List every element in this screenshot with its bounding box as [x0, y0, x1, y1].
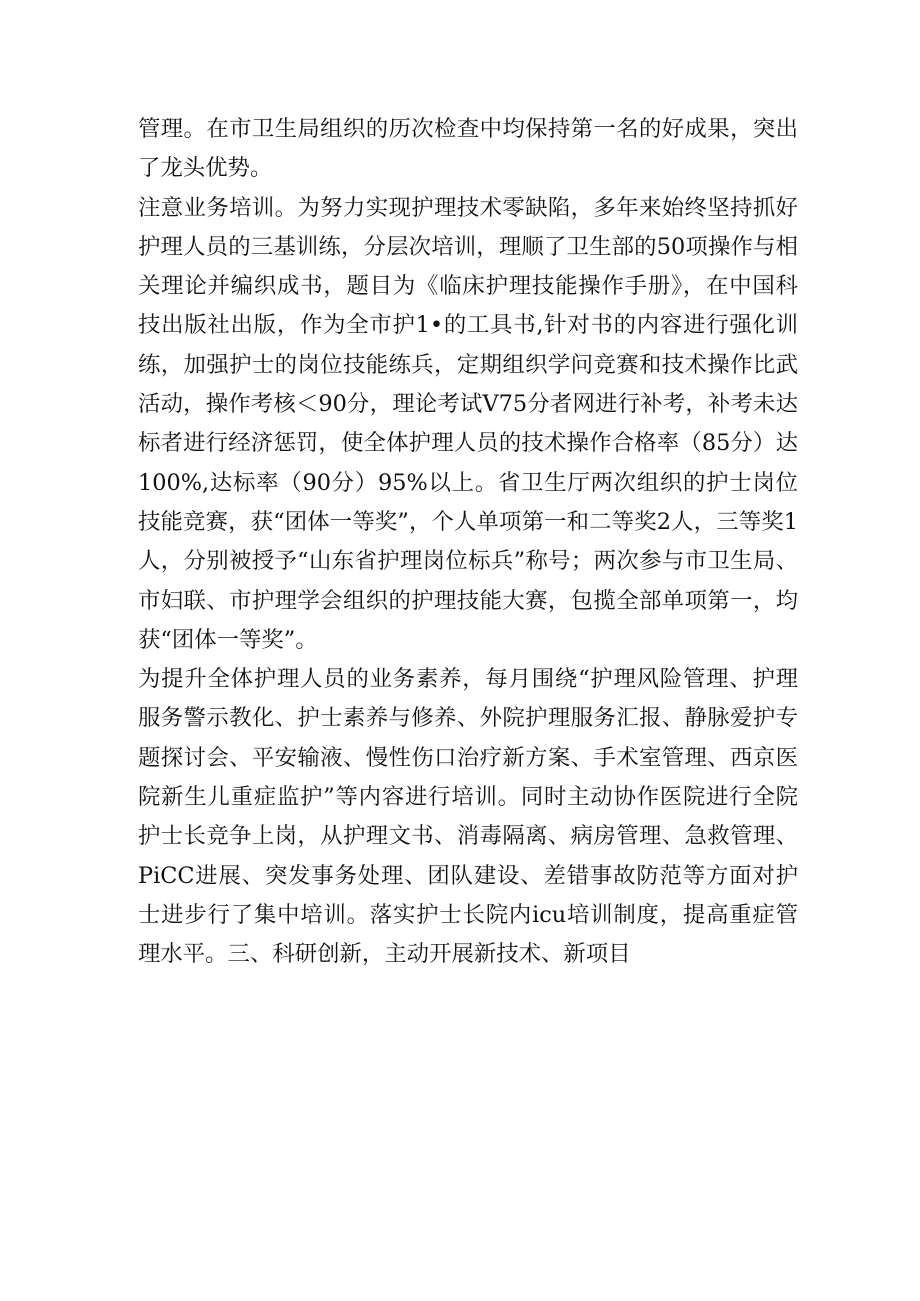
document-body: [138, 110, 798, 975]
paragraph-3: 为提升全体护理人员的业务素养，每月围绕“护理风险管理、护理服务警示教化、护士素养与修养、外院护理服务汇报、静脉爱护专题探讨会、平安输液、慢性伤口治疗新方案、手术室管理、西京医院新生儿重症监护”等内容进行培训。同时主动协作医院进行全院护士长竞争上岗，从护理文书、消毒隔离、病房管理、急救管理、PiCC进展、突发事务处理、团队建设、差错事故防范等方面对护士进步行了集中培训。落实护士长院内icu培训制度，提高重症管理水平。三、科研创新，主动开展新技术、新项目: [138, 666, 798, 968]
paragraph-2: 注意业务培训。为努力实现护理技术零缺陷，多年来始终坚持抓好护理人员的三基训练，分层次培训，理顺了卫生部的50项操作与相关理论并编织成书，题目为《临床护理技能操作手册》，在中国科技出版社出版，作为全市护1•的工具书,针对书的内容进行强化训练，加强护士的岗位技能练兵，定期组织学问竞赛和技术操作比武活动，操作考核＜90分，理论考试V75分者网进行补考，补考未达标者进行经济惩罚，使全体护理人员的技术操作合格率（85分）达100%,达标率（90分）95%以上。省卫生厅两次组织的护士岗位技能竞赛，获“团体一等奖”，个人单项第一和二等奖2人，三等奖1人，分别被授予“山东省护理岗位标兵”称号；两次参与市卫生局、市妇联、市护理学会组织的护理技能大赛，包揽全部单项第一，均获“团体一等奖”。: [138, 194, 798, 653]
paragraph-1: 管理。在市卫生局组织的历次检查中均保持第一名的好成果，突出了龙头优势。: [138, 116, 798, 182]
